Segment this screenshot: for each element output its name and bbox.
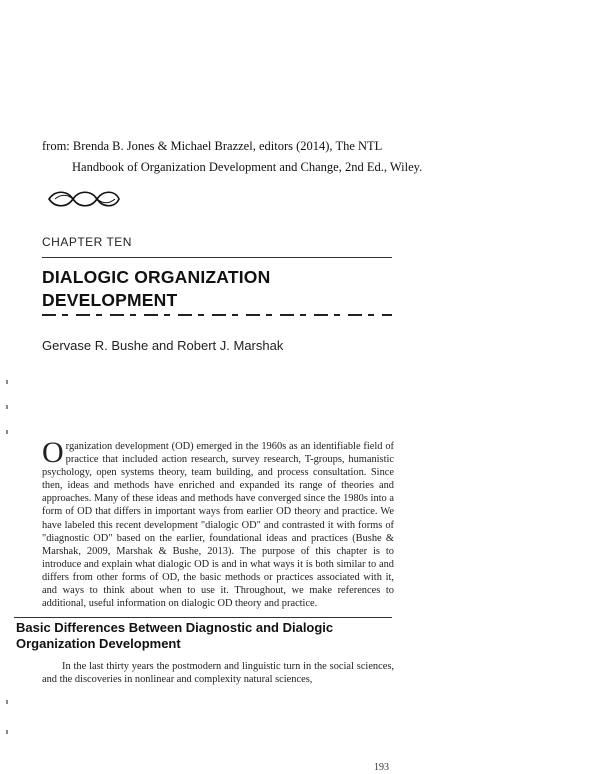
margin-mark	[6, 730, 8, 734]
chapter-title-line-2: DEVELOPMENT	[42, 290, 178, 310]
section-paragraph: In the last thirty years the postmodern and linguistic turn in the social sciences, and the discoveries in nonlinear and complexity natural sciences,	[42, 661, 394, 686]
margin-mark	[6, 380, 8, 384]
chapter-title-line-1: DIALOGIC ORGANIZATION	[42, 267, 271, 287]
drop-cap: O	[42, 436, 64, 469]
source-citation-line-1: from: Brenda B. Jones & Michael Brazzel, editors (2014), The NTL	[42, 139, 383, 153]
chapter-label: CHAPTER TEN	[42, 235, 132, 249]
chapter-rule	[42, 257, 392, 258]
page-number: 193	[374, 762, 389, 773]
title-dashed-rule	[42, 314, 392, 316]
margin-mark	[6, 405, 8, 409]
margin-mark	[6, 700, 8, 704]
intro-paragraph	[42, 436, 394, 610]
section-heading-line-2: Organization Development	[16, 636, 181, 651]
chapter-authors: Gervase R. Bushe and Robert J. Marshak	[42, 338, 284, 353]
ornament-flourish-icon	[45, 186, 123, 212]
margin-mark	[6, 430, 8, 434]
source-citation-line-2: Handbook of Organization Development and Change, 2nd Ed., Wiley.	[72, 160, 423, 174]
section-heading-line-1: Basic Differences Between Diagnostic and Dialogic	[16, 620, 334, 635]
section-rule	[14, 617, 392, 618]
intro-paragraph-text: rganization development (OD) emerged in the 1960s as an identifiable field of practice that included action research, survey research, T-groups, humanistic psychology, open systems theory, team building, and process consultation. Since then, ideas and methods have enriched and expanded its range of theories and approaches. Many of these ideas and methods have converged since the 1980s into a form of OD that differs in important ways from earlier OD theory and practice. We have labeled this recent development "dialogic OD" and contrasted it with forms of "diagnostic OD" based on the earlier, foundational ideas and practices (Bushe & Marshak, 2009, Marshak & Bushe, 2013). The purpose of this chapter is to introduce and explain what dialogic OD is and in what ways it is both similar to and differs from other forms of OD, the basic methods or practices associated with it, and ways to think about when to use it. Throughout, we make references to additional, useful information on dialogic OD theory and practice.	[42, 441, 394, 610]
